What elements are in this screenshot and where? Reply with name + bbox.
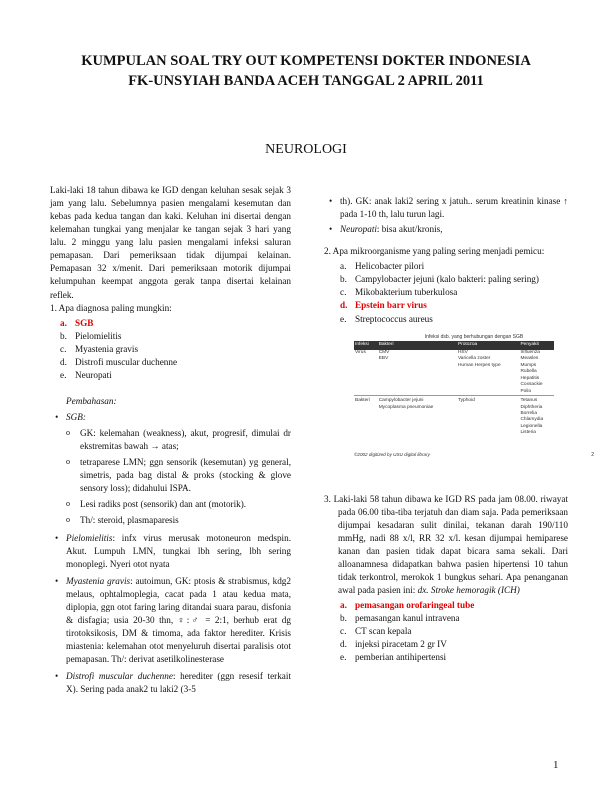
left-column xyxy=(50,184,291,696)
table-cell: Tetanus Diphtheria Borrelia Chlamydia Legionella Listeria xyxy=(519,396,554,437)
figure-footer: ©2002 digitized by USU digital library xyxy=(354,452,430,458)
sgb-point-4: o Th/: steroid, plasmaparesis xyxy=(50,514,291,527)
q1-option-a: a. SGB xyxy=(60,317,94,328)
bullet-pielomielitis: • Pielomielitis: infx virus merusak motoneuron medspin. Akut. Lumpuh LMN, tungkai lbh sering, lbh sering monoplegi. Nyeri otot nyata xyxy=(50,532,291,571)
page-number: 1 xyxy=(553,759,559,771)
q1-option-d: d. Distrofi muscular duchenne xyxy=(60,356,178,367)
right-column xyxy=(324,195,594,664)
q2-question: 2. Apa mikroorganisme yang paling sering menjadi pemicu: xyxy=(324,246,545,257)
table-header: Penyakit xyxy=(519,341,554,349)
table-header: Bakteri xyxy=(378,341,457,349)
q3-option-a: a. pemasangan orofaringeal tube xyxy=(340,600,475,611)
q3-stem: 3. Laki-laki 58 tahun dibawa ke IGD RS pada jam 08.00. riwayat pada 06.00 tiba-tiba terjatuh dan diam saja. Pada pemeriksaan dijumpai kesadaran sulit dinilai, tekanan darah 190/110 mmHg, nadi 88 x/l, RR 32 x/l. kesan dijumpai hemiparese kanan dan pasien tidak dapat bicara sama sekali. Dari alloanamnesa didapatkan bahwa pasien hipertensi 10 tahun tidak terkontrol, merokok 1 bungkus sehari. Apa penanganan awal pada pasien ini: dx. Stroke hemoragik (ICH) xyxy=(324,493,568,595)
sgb-label: • SGB: xyxy=(50,411,291,424)
q3-options xyxy=(324,599,568,664)
q3-dx: dx. Stroke hemoragik (ICH) xyxy=(417,585,520,595)
q3-option-b: b. pemasangan kanul intravena xyxy=(340,613,460,624)
bullet-continued: • th). GK: anak laki2 sering x jatuh.. serum kreatinin kinase ↑ pada 1-10 th, lalu turun lagi. xyxy=(324,195,568,221)
q1-option-c: c. Myastenia gravis xyxy=(60,343,139,354)
table-cell: Influenza Measles Mumps Rubella Hepatitis Coxsackie Polio xyxy=(520,349,543,394)
q1-stem: Laki-laki 18 tahun dibawa ke IGD dengan keluhan sesak sejak 3 jam yang lalu. Sebelumnya pasien mengalami kesemutan dan kebas pada kedua tangan dan kaki. Keluhan ini disertai dengan kelemahan tungkai yang menjalar ke tangan sejak 3 hari yang lalu. 2 minggu yang lalu pasien mengalami infeksi saluran pemapasan. Dari pemeriksaan tidak dijumpai kelainan. Pemapasan 32 x/menit. Dari pemeriksaan motorik dijumpai kelumpuhan keempat anggota gerak tanpa disertai kelainan reflek. xyxy=(50,185,291,300)
q1-question: 1. Apa diagnosa paling mungkin: xyxy=(50,302,172,313)
pembahasan-label: Pembahasan: xyxy=(66,395,117,406)
figure-page-number: 2 xyxy=(591,451,594,458)
figure-caption: Infeksi dsb. yang berhubungan dengan SGB xyxy=(424,333,524,340)
q3-option-e: e. pemberian antihipertensi xyxy=(340,652,447,663)
q1-options xyxy=(50,317,291,382)
bullet-distrofi: • Distrofi muscular duchenne: herediter (ggn resesif terkait X). Sering pada anak2 tu laki2 (3-5 xyxy=(50,670,291,696)
q2-options xyxy=(324,260,568,325)
q1-option-e: e. Neuropati xyxy=(60,369,112,380)
table-header: Infeksi xyxy=(354,341,378,349)
sgb-point-3: o Lesi radiks post (sensorik) dan ant (motorik). xyxy=(50,498,291,511)
q1-option-b: b. Pielomielitis xyxy=(60,330,122,341)
table-cell: Bakteri xyxy=(354,396,378,437)
infection-table-figure xyxy=(354,334,594,459)
table-cell: Campylobacter jejuni Mycoplasma pneumoniae xyxy=(378,396,457,437)
table-cell: HSV Varicella zoster Human Herpes type xyxy=(457,349,501,368)
table-row xyxy=(354,350,554,396)
table-row xyxy=(354,396,554,437)
title-line-1: KUMPULAN SOAL TRY OUT KOMPETENSI DOKTER INDONESIA xyxy=(81,53,531,69)
document-title xyxy=(0,52,612,91)
q2-option-d: d. Epstein barr virus xyxy=(340,300,427,311)
table-header: Protozoa xyxy=(457,341,519,349)
q3-option-d: d. injeksi piracetam 2 gr IV xyxy=(340,639,447,650)
bullet-myastenia: • Myastenia gravis: autoimun, GK: ptosis & strabismus, kdg2 melaus, ophtalmoplegia, cacat pada 1 atau kedua mata, diplopia, ggn otot faring laring ditandai suara parau, disfonia & disfagia; usia 20-30 thn, ♀:♂ = 2:1, berhub erat dg tirotoksikosis, DM & timoma, ada faktor herediter. Krisis miastenia: kelemahan otot menyeluruh disertai paralisis otot pemapasan. Th/: derivat asetilkolinesterase xyxy=(50,575,291,666)
title-line-2: FK-UNSYIAH BANDA ACEH TANGGAL 2 APRIL 2011 xyxy=(128,72,484,89)
infection-table xyxy=(354,341,554,437)
table-cell: Virus xyxy=(355,349,366,355)
table-cell: CMV EBV xyxy=(378,349,390,362)
q2-option-a: a. Helicobacter pilori xyxy=(340,261,425,272)
sgb-point-2: o tetraparese LMN; ggn sensorik (kesemutan) yg general, simetris, pada bag distal & proks (stocking & glove sensory loss); didahului ISPA. xyxy=(50,456,291,495)
q2-option-c: c. Mikobakterium tuberkulosa xyxy=(340,287,458,298)
q2-option-b: b. Campylobacter jejuni (kalo bakteri: paling sering) xyxy=(340,274,539,285)
bullet-neuropati: • Neuropati: bisa akut/kronis, xyxy=(324,223,568,236)
section-heading: NEUROLOGI xyxy=(265,142,347,157)
q2-option-e: e. Streptococcus aureus xyxy=(340,313,433,324)
sgb-point-1: o GK: kelemahan (weakness), akut, progresif, dimulai dr ekstremitas bawah → atas; xyxy=(50,427,291,453)
q3-option-c: c. CT scan kepala xyxy=(340,626,412,637)
table-cell: Typhoid xyxy=(457,396,519,437)
